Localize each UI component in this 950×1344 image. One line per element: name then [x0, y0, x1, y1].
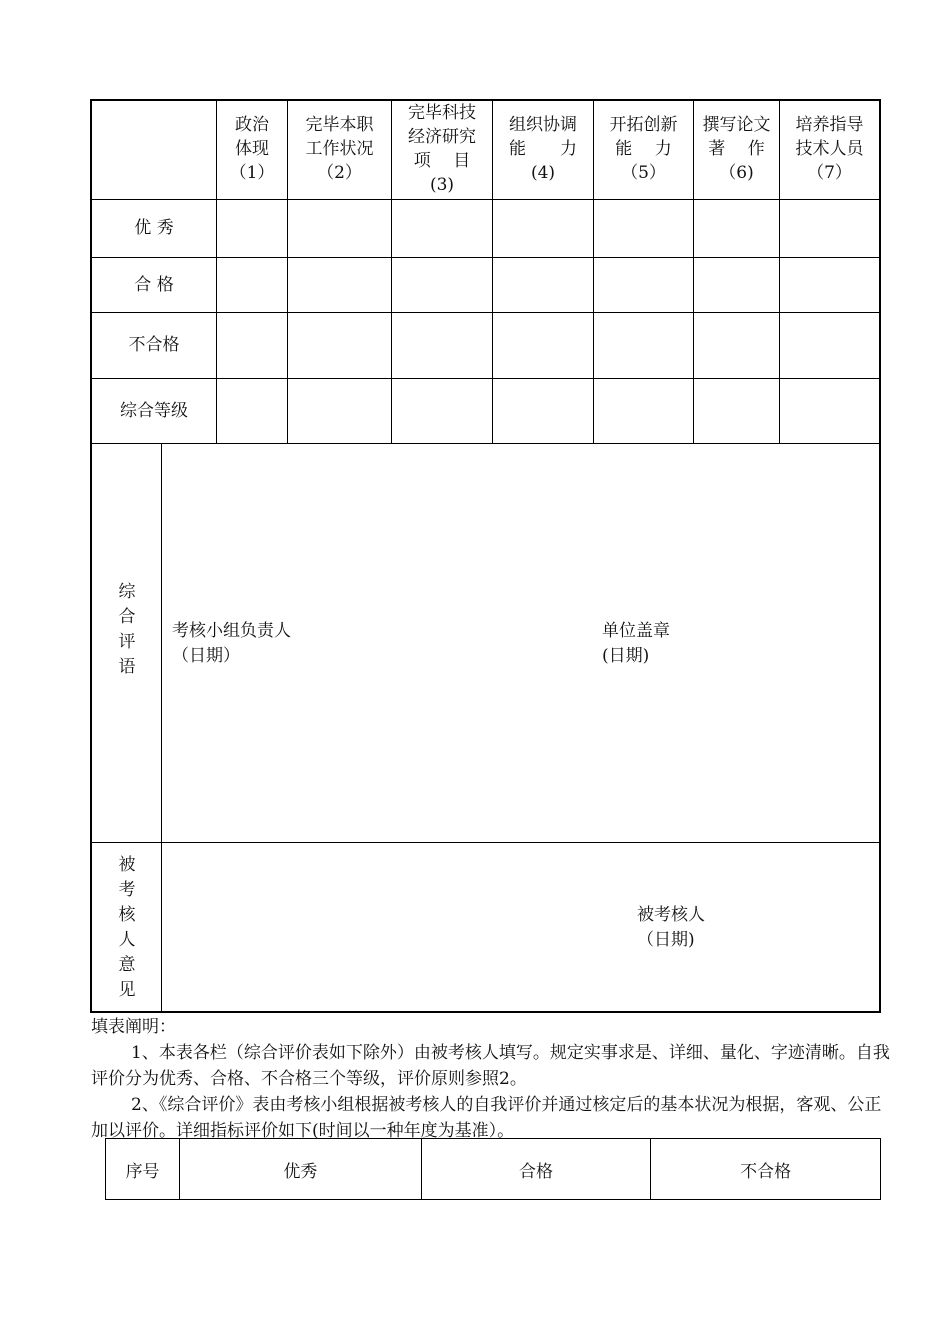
criteria-header-fail: 不合格: [651, 1139, 881, 1200]
row-line: [90, 312, 881, 313]
header-col-4: 组织协调 能 力 (4): [509, 115, 577, 183]
notes-item-1: 1、本表各栏（综合评价表如下除外）由被考核人填写。规定实事求是、详细、量化、字迹清晰。自我评价分为优秀、合格、不合格三个等级，评价原则参照2。: [91, 1043, 890, 1089]
row-line: [90, 443, 881, 444]
row-line: [90, 842, 881, 843]
table-border-bottom: [90, 1011, 881, 1013]
row-label-excellent: 优 秀: [134, 218, 174, 238]
row-line: [90, 199, 881, 200]
comment-section-label: 综 合 评 语: [118, 582, 136, 677]
header-col-2: 完毕本职 工作状况 （2）: [305, 115, 374, 183]
row-line: [90, 257, 881, 258]
table-border-right: [879, 99, 881, 1013]
notes-title: 填表阐明：: [91, 1017, 176, 1037]
notes-item-2: 2、《综合评价》表由考核小组根据被考核人的自我评价并通过核定后的基本状况为根据，客观、公正加以评价。详细指标评价如下(时间以一种年度为基准）。: [91, 1095, 882, 1141]
header-col-7: 培养指导 技术人员 （7）: [795, 115, 864, 183]
row-label-fail: 不合格: [128, 335, 180, 355]
criteria-table: [105, 1138, 881, 1200]
row-label-pass: 合 格: [134, 275, 174, 295]
table-row: [106, 1139, 881, 1200]
opinion-section-label: 被 考 核 人 意 见: [118, 855, 136, 1000]
leader-signature: 考核小组负责人 （日期）: [172, 621, 291, 666]
header-col-3: 完毕科技 经济研究 项 目 (3): [408, 103, 476, 195]
assessee-signature: 被考核人 （日期): [637, 905, 705, 950]
filling-notes: [91, 1014, 891, 1144]
unit-stamp: 单位盖章 (日期): [602, 621, 670, 666]
header-col-6: 撰写论文 著 作 （6): [702, 115, 771, 183]
row-label-overall-grade: 综合等级: [120, 401, 188, 421]
criteria-header-index: 序号: [106, 1139, 180, 1200]
header-col-1: 政治 体现 （1）: [229, 115, 275, 183]
header-col-5: 开拓创新 能 力 （5）: [609, 115, 678, 183]
criteria-header-excellent: 优秀: [180, 1139, 421, 1200]
criteria-header-pass: 合格: [421, 1139, 651, 1200]
row-line: [90, 378, 881, 379]
